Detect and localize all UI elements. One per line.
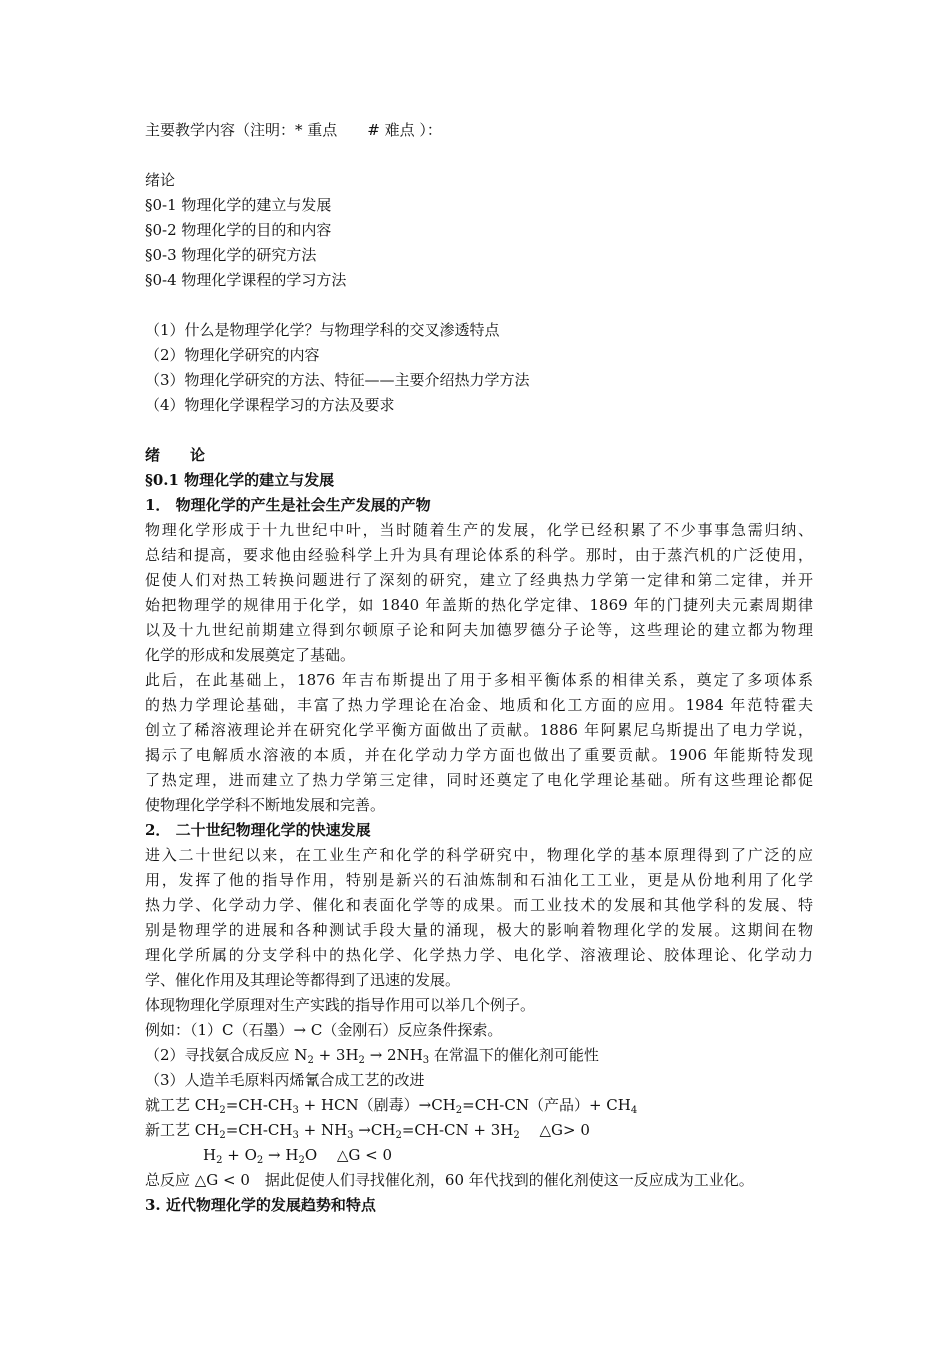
example-ammonia: （2）寻找氨合成反应 $N_2 + 3H_2 \to 2NH_3$ 在常温下的催化剂可能性: [145, 1046, 599, 1066]
example-graphite: 例如：（1）C（石墨）→ C（金刚石）反应条件探索。: [145, 1021, 503, 1039]
new-process-equation: 新工艺 $CH_2=CH-CH_3 + NH_3 \to CH_2=CH-CN + 3H_2$ △G> 0: [145, 1121, 590, 1141]
document-page: [145, 118, 813, 1218]
paragraph-line: 别是物理学的进展和各种测试手段大量的涌现，极大的影响着物理化学的发展。这期间在物: [145, 921, 813, 939]
teaching-content-header: 主要教学内容（注明：* 重点 # 难点 ）：: [145, 121, 442, 139]
paragraph-line: 揭示了电解质水溶液的本质，并在化学动力学方面也做出了重要贡献。1906 年能斯特发现: [145, 746, 813, 764]
chapter-title: 绪 论: [145, 446, 206, 464]
paragraph-line: 了热定理，进而建立了热力学第三定律，同时还奠定了电化学理论基础。所有这些理论都促: [145, 771, 813, 789]
example-acrylonitrile: （3）人造羊毛原料丙烯氰合成工艺的改进: [145, 1071, 425, 1089]
examples-intro: 体现物理化学原理对生产实践的指导作用可以举几个例子。: [145, 996, 536, 1014]
paragraph-line: 创立了稀溶液理论并在研究化学平衡方面做出了贡献。1886 年阿累尼乌斯提出了电力学说，: [145, 721, 813, 739]
paragraph-line: 理化学所属的分支学科中的热化学、化学热力学、电化学、溶液理论、胶体理论、化学动力: [145, 946, 813, 964]
old-process-equation: 就工艺 $CH_2=CH-CH_3 + HCN$（剧毒）$\to CH_2=CH-CN$（产品）+ $CH_4$: [145, 1096, 638, 1116]
toc-item: §0-4 物理化学课程的学习方法: [145, 271, 347, 289]
toc-title: 绪论: [145, 171, 176, 189]
paragraph-line: 促使人们对热工转换问题进行了深刻的研究，建立了经典热力学第一定律和第二定律，并开: [145, 571, 813, 589]
paragraph-line: 物理化学形成于十九世纪中叶，当时随着生产的发展，化学已经积累了不少事事急需归纳、: [145, 521, 813, 539]
paragraph-line: 以及十九世纪前期建立得到尔顿原子论和阿夫加德罗德分子论等，这些理论的建立都为物理: [145, 621, 813, 639]
key-point: （1）什么是物理学化学？与物理学科的交叉渗透特点: [145, 321, 500, 339]
water-formation-equation: $H_2 + O_2 \to H_2O$ △G < 0: [203, 1146, 393, 1166]
paragraph-line: 总结和提高，要求他由经验科学上升为具有理论体系的科学。那时，由于蒸汽机的广泛使用，: [145, 546, 813, 564]
subsection-title: 1． 物理化学的产生是社会生产发展的产物: [145, 496, 431, 514]
paragraph-line: 此后，在此基础上，1876 年吉布斯提出了用于多相平衡体系的相律关系，奠定了多项体系: [145, 671, 813, 689]
paragraph-line: 用，发挥了他的指导作用，特别是新兴的石油炼制和石油化工工业，更是从份地利用了化学: [145, 871, 813, 889]
subsection-title: 2． 二十世纪物理化学的快速发展: [145, 821, 371, 839]
paragraph-line: 进入二十世纪以来，在工业生产和化学的科学研究中，物理化学的基本原理得到了广泛的应: [145, 846, 813, 864]
paragraph-line: 使物理化学学科不断地发展和完善。: [145, 796, 386, 814]
paragraph-line: 的热力学理论基础，丰富了热力学理论在冶金、地质和化工方面的应用。1984 年范特霍夫: [145, 696, 813, 714]
key-point: （4）物理化学课程学习的方法及要求: [145, 396, 395, 414]
section-title: §0.1 物理化学的建立与发展: [145, 471, 335, 489]
toc-item: §0-3 物理化学的研究方法: [145, 246, 317, 264]
paragraph-line: 热力学、化学动力学、催化和表面化学等的成果。而工业技术的发展和其他学科的发展、特: [145, 896, 813, 914]
paragraph-line: 始把物理学的规律用于化学，如 1840 年盖斯的热化学定律、1869 年的门捷列夫元素周期律: [145, 596, 813, 614]
paragraph-line: 化学的形成和发展奠定了基础。: [145, 646, 356, 664]
paragraph-line: 学、催化作用及其理论等都得到了迅速的发展。: [145, 971, 461, 989]
toc-item: §0-2 物理化学的目的和内容: [145, 221, 332, 239]
key-point: （3）物理化学研究的方法、特征——主要介绍热力学方法: [145, 371, 530, 389]
total-reaction-note: 总反应 △G < 0 据此促使人们寻找催化剂，60 年代找到的催化剂使这一反应成为工业化。: [145, 1171, 754, 1189]
toc-item: §0-1 物理化学的建立与发展: [145, 196, 332, 214]
subsection-title: 3. 近代物理化学的发展趋势和特点: [145, 1196, 376, 1214]
key-point: （2）物理化学研究的内容: [145, 346, 320, 364]
